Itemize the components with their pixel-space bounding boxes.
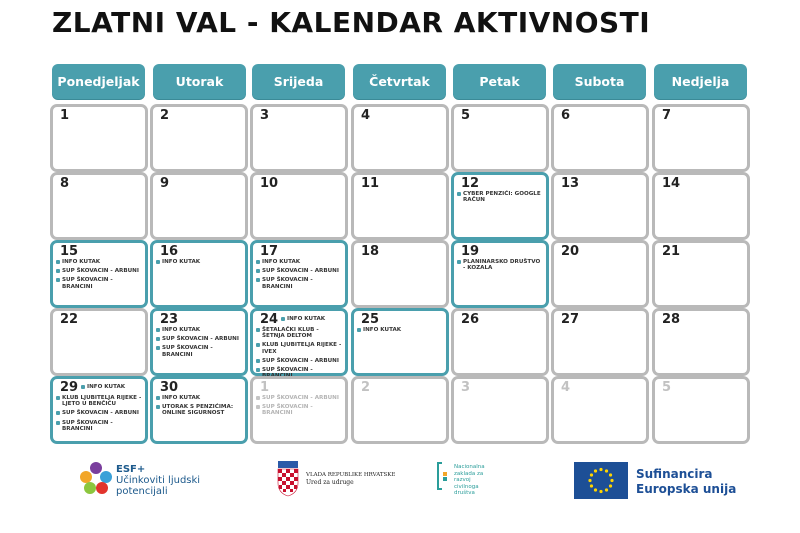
event-label: ŠETALAČKI KLUB - ŠETNJA DELTOM [262, 327, 319, 340]
event-list [357, 327, 444, 336]
esf-brand: ESF+ [116, 464, 146, 475]
event-label: SUP ŠKOVACIN - ARBUNI [162, 336, 239, 343]
day-number: 9 [160, 176, 170, 191]
calendar-day-cell [351, 376, 449, 444]
calendar-day-cell [451, 376, 549, 444]
day-number: 28 [662, 312, 681, 327]
event-item [156, 404, 243, 416]
event-item [256, 358, 343, 364]
eu-star-icon [590, 473, 593, 476]
eu-star-icon [610, 479, 613, 482]
event-list [156, 259, 243, 268]
event-bullet-icon [156, 405, 160, 409]
event-item [256, 277, 343, 289]
event-label: INFO KUTAK [162, 395, 201, 401]
day-number: 24 [260, 312, 279, 327]
day-number: 1 [260, 380, 270, 395]
day-number: 3 [461, 380, 471, 395]
eu-star-icon [609, 484, 612, 487]
calendar-day-cell [50, 376, 148, 444]
calendar-day-cell [50, 308, 148, 376]
calendar-day-cell [551, 172, 649, 240]
calendar-day-cell [250, 104, 348, 172]
day-number: 5 [461, 108, 471, 123]
event-item [256, 342, 343, 354]
event-bullet-icon [256, 359, 260, 363]
event-list [156, 395, 243, 420]
day-number: 7 [662, 108, 672, 123]
page-title: ZLATNI VAL - KALENDAR AKTIVNOSTI [52, 6, 651, 39]
day-number: 30 [160, 380, 179, 395]
event-item [81, 384, 125, 390]
bracket-icon [436, 461, 450, 491]
day-number: 3 [260, 108, 270, 123]
day-number: 2 [160, 108, 170, 123]
day-number: 29 [60, 380, 79, 395]
weekday-header-thursday: Četvrtak [353, 64, 446, 99]
eu-star-icon [594, 469, 597, 472]
event-item [457, 191, 544, 203]
calendar-day-cell [351, 308, 449, 376]
eu-star-icon [590, 484, 593, 487]
weekday-header-wednesday: Srijeda [252, 64, 345, 99]
event-list [256, 327, 343, 382]
calendar-day-cell [250, 172, 348, 240]
calendar-day-cell [150, 308, 248, 376]
calendar-day-cell [250, 376, 348, 444]
calendar-day-cell [50, 240, 148, 308]
calendar-day-cell [652, 172, 750, 240]
calendar-day-cell [451, 172, 549, 240]
event-item [457, 259, 544, 271]
event-label: INFO KUTAK [162, 259, 201, 265]
eu-line2: Europska unija [636, 482, 737, 496]
day-number: 15 [60, 244, 79, 259]
calendar-day-cell [652, 308, 750, 376]
eu-text [636, 467, 736, 497]
event-label: CYBER PENZIĆI: GOOGLE RAČUN [463, 191, 541, 204]
event-label: SUP ŠKOVACIN - [262, 367, 313, 374]
event-bullet-icon [56, 411, 60, 415]
event-label: INFO KUTAK [262, 259, 301, 265]
event-bullet-icon [357, 328, 361, 332]
day-number: 12 [461, 176, 480, 191]
calendar-day-cell [351, 172, 449, 240]
day-number: 10 [260, 176, 279, 191]
calendar-day-cell [150, 172, 248, 240]
event-label: INFO KUTAK [62, 259, 101, 265]
event-label: KLUB LJUBITELJA RIJEKE - LJETO U BENČIĆU [62, 395, 142, 408]
nz-line4: civilnoga [454, 483, 479, 490]
event-label: PLANINARSKO DRUŠTVO - KOZALA [463, 259, 541, 272]
weekday-header-friday: Petak [453, 64, 546, 99]
eu-line1: Sufinancira [636, 467, 713, 481]
day-number: 17 [260, 244, 279, 259]
esf-logo [78, 461, 218, 501]
event-item [256, 395, 343, 401]
event-label: INFO KUTAK [87, 384, 126, 390]
nz-line3: razvoj [454, 477, 471, 484]
day-number: 6 [561, 108, 571, 123]
event-bullet-icon [56, 396, 60, 400]
event-item [156, 345, 243, 357]
nz-line2: zaklada za [454, 470, 484, 477]
event-bullet-icon [56, 278, 60, 282]
esf-line2: potencijali [116, 486, 168, 497]
vlada-text [306, 471, 395, 487]
event-item [156, 336, 243, 342]
event-bullet-icon [81, 385, 85, 389]
event-list [256, 395, 343, 420]
vlada-line1: VLADA REPUBLIKE HRVATSKE [306, 472, 396, 478]
event-item [56, 277, 143, 289]
day-number: 23 [160, 312, 179, 327]
event-label: INFO KUTAK [363, 327, 402, 333]
calendar-day-cell [451, 308, 549, 376]
eu-flag-icon [574, 462, 628, 499]
day-number: 11 [361, 176, 380, 191]
day-number: 14 [662, 176, 681, 191]
day-number: 16 [160, 244, 179, 259]
eu-star-icon [599, 468, 602, 471]
event-label: SUP ŠKOVACIN - ARBUNI [262, 357, 339, 364]
day-number: 19 [461, 244, 480, 259]
calendar-day-cell [551, 240, 649, 308]
weekday-header-monday: Ponedjeljak [52, 64, 145, 99]
vlada-logo [276, 461, 396, 501]
event-bullet-icon [156, 337, 160, 341]
event-label: SUP ŠKOVACIN - ARBUNI [262, 395, 339, 401]
day-number: 5 [662, 380, 672, 395]
weekday-header-saturday: Subota [553, 64, 646, 99]
nz-line5: društva [454, 490, 475, 497]
day-number: 8 [60, 176, 70, 191]
event-label: SUP ŠKOVACIN - BRANCINI [162, 345, 213, 358]
event-bullet-icon [156, 260, 160, 264]
day-number: 20 [561, 244, 580, 259]
day-number: 26 [461, 312, 480, 327]
eu-star-icon [605, 469, 608, 472]
calendar-day-cell [150, 104, 248, 172]
event-bullet-icon [256, 269, 260, 273]
event-bullet-icon [256, 343, 260, 347]
calendar-day-cell [551, 376, 649, 444]
event-label: SUP ŠKOVACIN - BRANCINI [62, 419, 113, 432]
eu-logo [574, 462, 744, 502]
event-bullet-icon [156, 346, 160, 350]
event-label: INFO KUTAK [287, 316, 326, 322]
calendar-day-cell [50, 172, 148, 240]
day-number: 27 [561, 312, 580, 327]
event-bullet-icon [256, 368, 260, 372]
event-item [56, 420, 143, 432]
calendar-day-cell [351, 240, 449, 308]
calendar-day-cell [551, 104, 649, 172]
event-label: SUP ŠKOVACIN - ARBUNI [262, 268, 339, 275]
eu-star-icon [599, 490, 602, 493]
event-bullet-icon [457, 260, 461, 264]
calendar-day-cell [652, 240, 750, 308]
event-label: INFO KUTAK [162, 327, 201, 333]
event-item [256, 259, 343, 265]
event-label: KLUB LJUBITELJA RIJEKE - IVEX [262, 342, 342, 355]
croatian-coat-of-arms-icon [276, 461, 300, 497]
calendar-day-cell [652, 104, 750, 172]
event-bullet-icon [457, 192, 461, 196]
event-bullet-icon [56, 421, 60, 425]
event-item [156, 259, 243, 265]
eu-star-icon [605, 488, 608, 491]
event-bullet-icon [56, 260, 60, 264]
event-list [256, 259, 343, 293]
event-item [56, 268, 143, 274]
event-bullet-icon [156, 396, 160, 400]
calendar-day-cell [250, 240, 348, 308]
day-number: 1 [60, 108, 70, 123]
event-list [56, 395, 143, 435]
event-bullet-icon [56, 269, 60, 273]
day-number: 4 [361, 108, 371, 123]
esf-flower-icon [78, 461, 114, 495]
event-label: UTORAK S PENZIĆIMA: ONLINE SIGURNOST [162, 404, 234, 417]
event-item [256, 268, 343, 274]
esf-text [116, 464, 200, 497]
calendar-day-cell [652, 376, 750, 444]
event-label: SUP ŠKOVACIN - BRANCINI [62, 277, 113, 290]
event-bullet-icon [256, 405, 260, 409]
event-list [156, 327, 243, 361]
esf-line1: Učinkoviti ljudski [116, 475, 201, 486]
vlada-line2: Ured za udruge [306, 479, 354, 486]
sponsor-logos [0, 455, 800, 515]
event-item [156, 395, 243, 401]
event-item [156, 327, 243, 333]
event-label: SUP ŠKOVACIN - ARBUNI [62, 410, 139, 417]
weekday-header-sunday: Nedjelja [654, 64, 747, 99]
event-item [281, 316, 325, 322]
day-number: 22 [60, 312, 79, 327]
eu-star-icon [609, 473, 612, 476]
calendar-day-cell [551, 308, 649, 376]
weekday-header-tuesday: Utorak [153, 64, 246, 99]
eu-star-icon [588, 479, 591, 482]
event-bullet-icon [256, 328, 260, 332]
event-item [357, 327, 444, 333]
event-item [56, 395, 143, 407]
day-number: 2 [361, 380, 371, 395]
event-bullet-icon [156, 328, 160, 332]
day-number: 25 [361, 312, 380, 327]
calendar-day-cell [451, 104, 549, 172]
event-item [56, 410, 143, 416]
day-number: 21 [662, 244, 681, 259]
event-item [256, 327, 343, 339]
nz-text [454, 464, 485, 497]
event-bullet-icon [256, 396, 260, 400]
eu-star-icon [594, 488, 597, 491]
day-number: 4 [561, 380, 571, 395]
nz-line1: Nacionalna [454, 464, 485, 470]
calendar-day-cell [50, 104, 148, 172]
event-label: SUP ŠKOVACIN - ARBUNI [62, 268, 139, 275]
event-label: SUP ŠKOVACIN - BRANCINI [262, 277, 313, 290]
event-bullet-icon [281, 317, 285, 321]
calendar-day-cell [150, 240, 248, 308]
event-item [56, 259, 143, 265]
day-number: 13 [561, 176, 580, 191]
day-number: 18 [361, 244, 380, 259]
event-bullet-icon [256, 278, 260, 282]
event-list [457, 259, 544, 274]
calendar-day-cell [250, 308, 348, 376]
calendar-day-cell [351, 104, 449, 172]
event-list [457, 191, 544, 206]
event-list [56, 259, 143, 293]
event-bullet-icon [256, 260, 260, 264]
event-item [256, 404, 343, 416]
event-label: SUP ŠKOVACIN - BRANCINI [262, 404, 313, 417]
calendar-day-cell [451, 240, 549, 308]
calendar-day-cell [150, 376, 248, 444]
nacionalna-zaklada-logo [436, 461, 516, 511]
